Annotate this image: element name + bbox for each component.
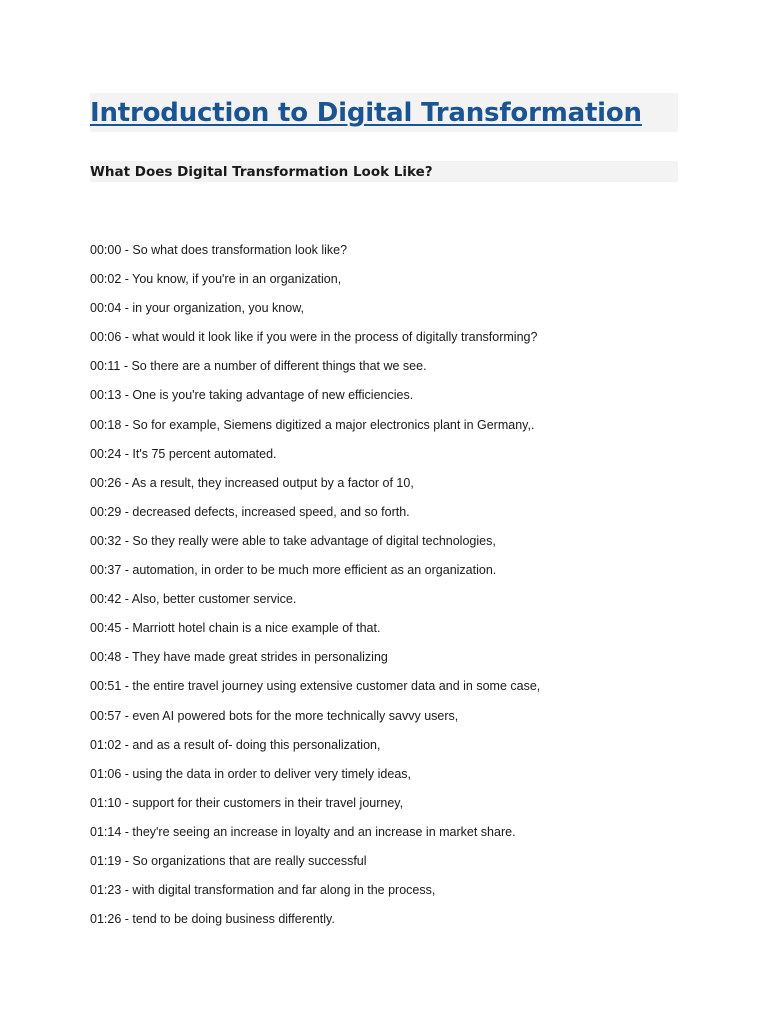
transcript-line: 00:57 - even AI powered bots for the more technically savvy users, (90, 708, 459, 723)
page-title: Introduction to Digital Transformation (90, 97, 642, 128)
transcript-line: 00:13 - One is you're taking advantage of new efficiencies. (90, 388, 414, 403)
transcript-line: 00:06 - what would it look like if you were in the process of digitally transforming? (90, 330, 538, 345)
transcript-line: 01:26 - tend to be doing business differently. (90, 912, 335, 927)
transcript-line: 00:29 - decreased defects, increased speed, and so forth. (90, 504, 410, 519)
transcript-line: 01:23 - with digital transformation and far along in the process, (90, 883, 436, 898)
transcript-line: 01:10 - support for their customers in their travel journey, (90, 795, 404, 810)
section-heading: What Does Digital Transformation Look Like? (90, 163, 433, 180)
transcript-line: 00:11 - So there are a number of different things that we see. (90, 359, 427, 374)
transcript-list (90, 241, 678, 939)
transcript-line: 00:26 - As a result, they increased output by a factor of 10, (90, 475, 414, 490)
transcript-line: 00:45 - Marriott hotel chain is a nice example of that. (90, 621, 381, 636)
transcript-line: 01:02 - and as a result of- doing this personalization, (90, 737, 381, 752)
transcript-line: 00:00 - So what does transformation look like? (90, 243, 348, 257)
transcript-line: 00:02 - You know, if you're in an organization, (90, 272, 342, 287)
transcript-line: 01:19 - So organizations that are really successful (90, 853, 367, 868)
transcript-line: 00:32 - So they really were able to take advantage of digital technologies, (90, 533, 496, 548)
transcript-line: 00:42 - Also, better customer service. (90, 592, 297, 607)
transcript-line: 00:48 - They have made great strides in personalizing (90, 650, 388, 665)
transcript-line: 00:51 - the entire travel journey using extensive customer data and in some case, (90, 679, 541, 694)
transcript-line: 00:18 - So for example, Siemens digitized a major electronics plant in Germany,. (90, 417, 535, 432)
transcript-line: 00:04 - in your organization, you know, (90, 301, 305, 316)
subtitle-band (90, 161, 678, 182)
transcript-line: 00:24 - It's 75 percent automated. (90, 446, 277, 461)
title-band (90, 93, 678, 132)
transcript-line: 00:37 - automation, in order to be much more efficient as an organization. (90, 563, 497, 578)
transcript-line: 01:14 - they're seeing an increase in loyalty and an increase in market share. (90, 824, 516, 839)
document-page (90, 93, 678, 939)
transcript-line: 01:06 - using the data in order to deliver very timely ideas, (90, 766, 412, 781)
